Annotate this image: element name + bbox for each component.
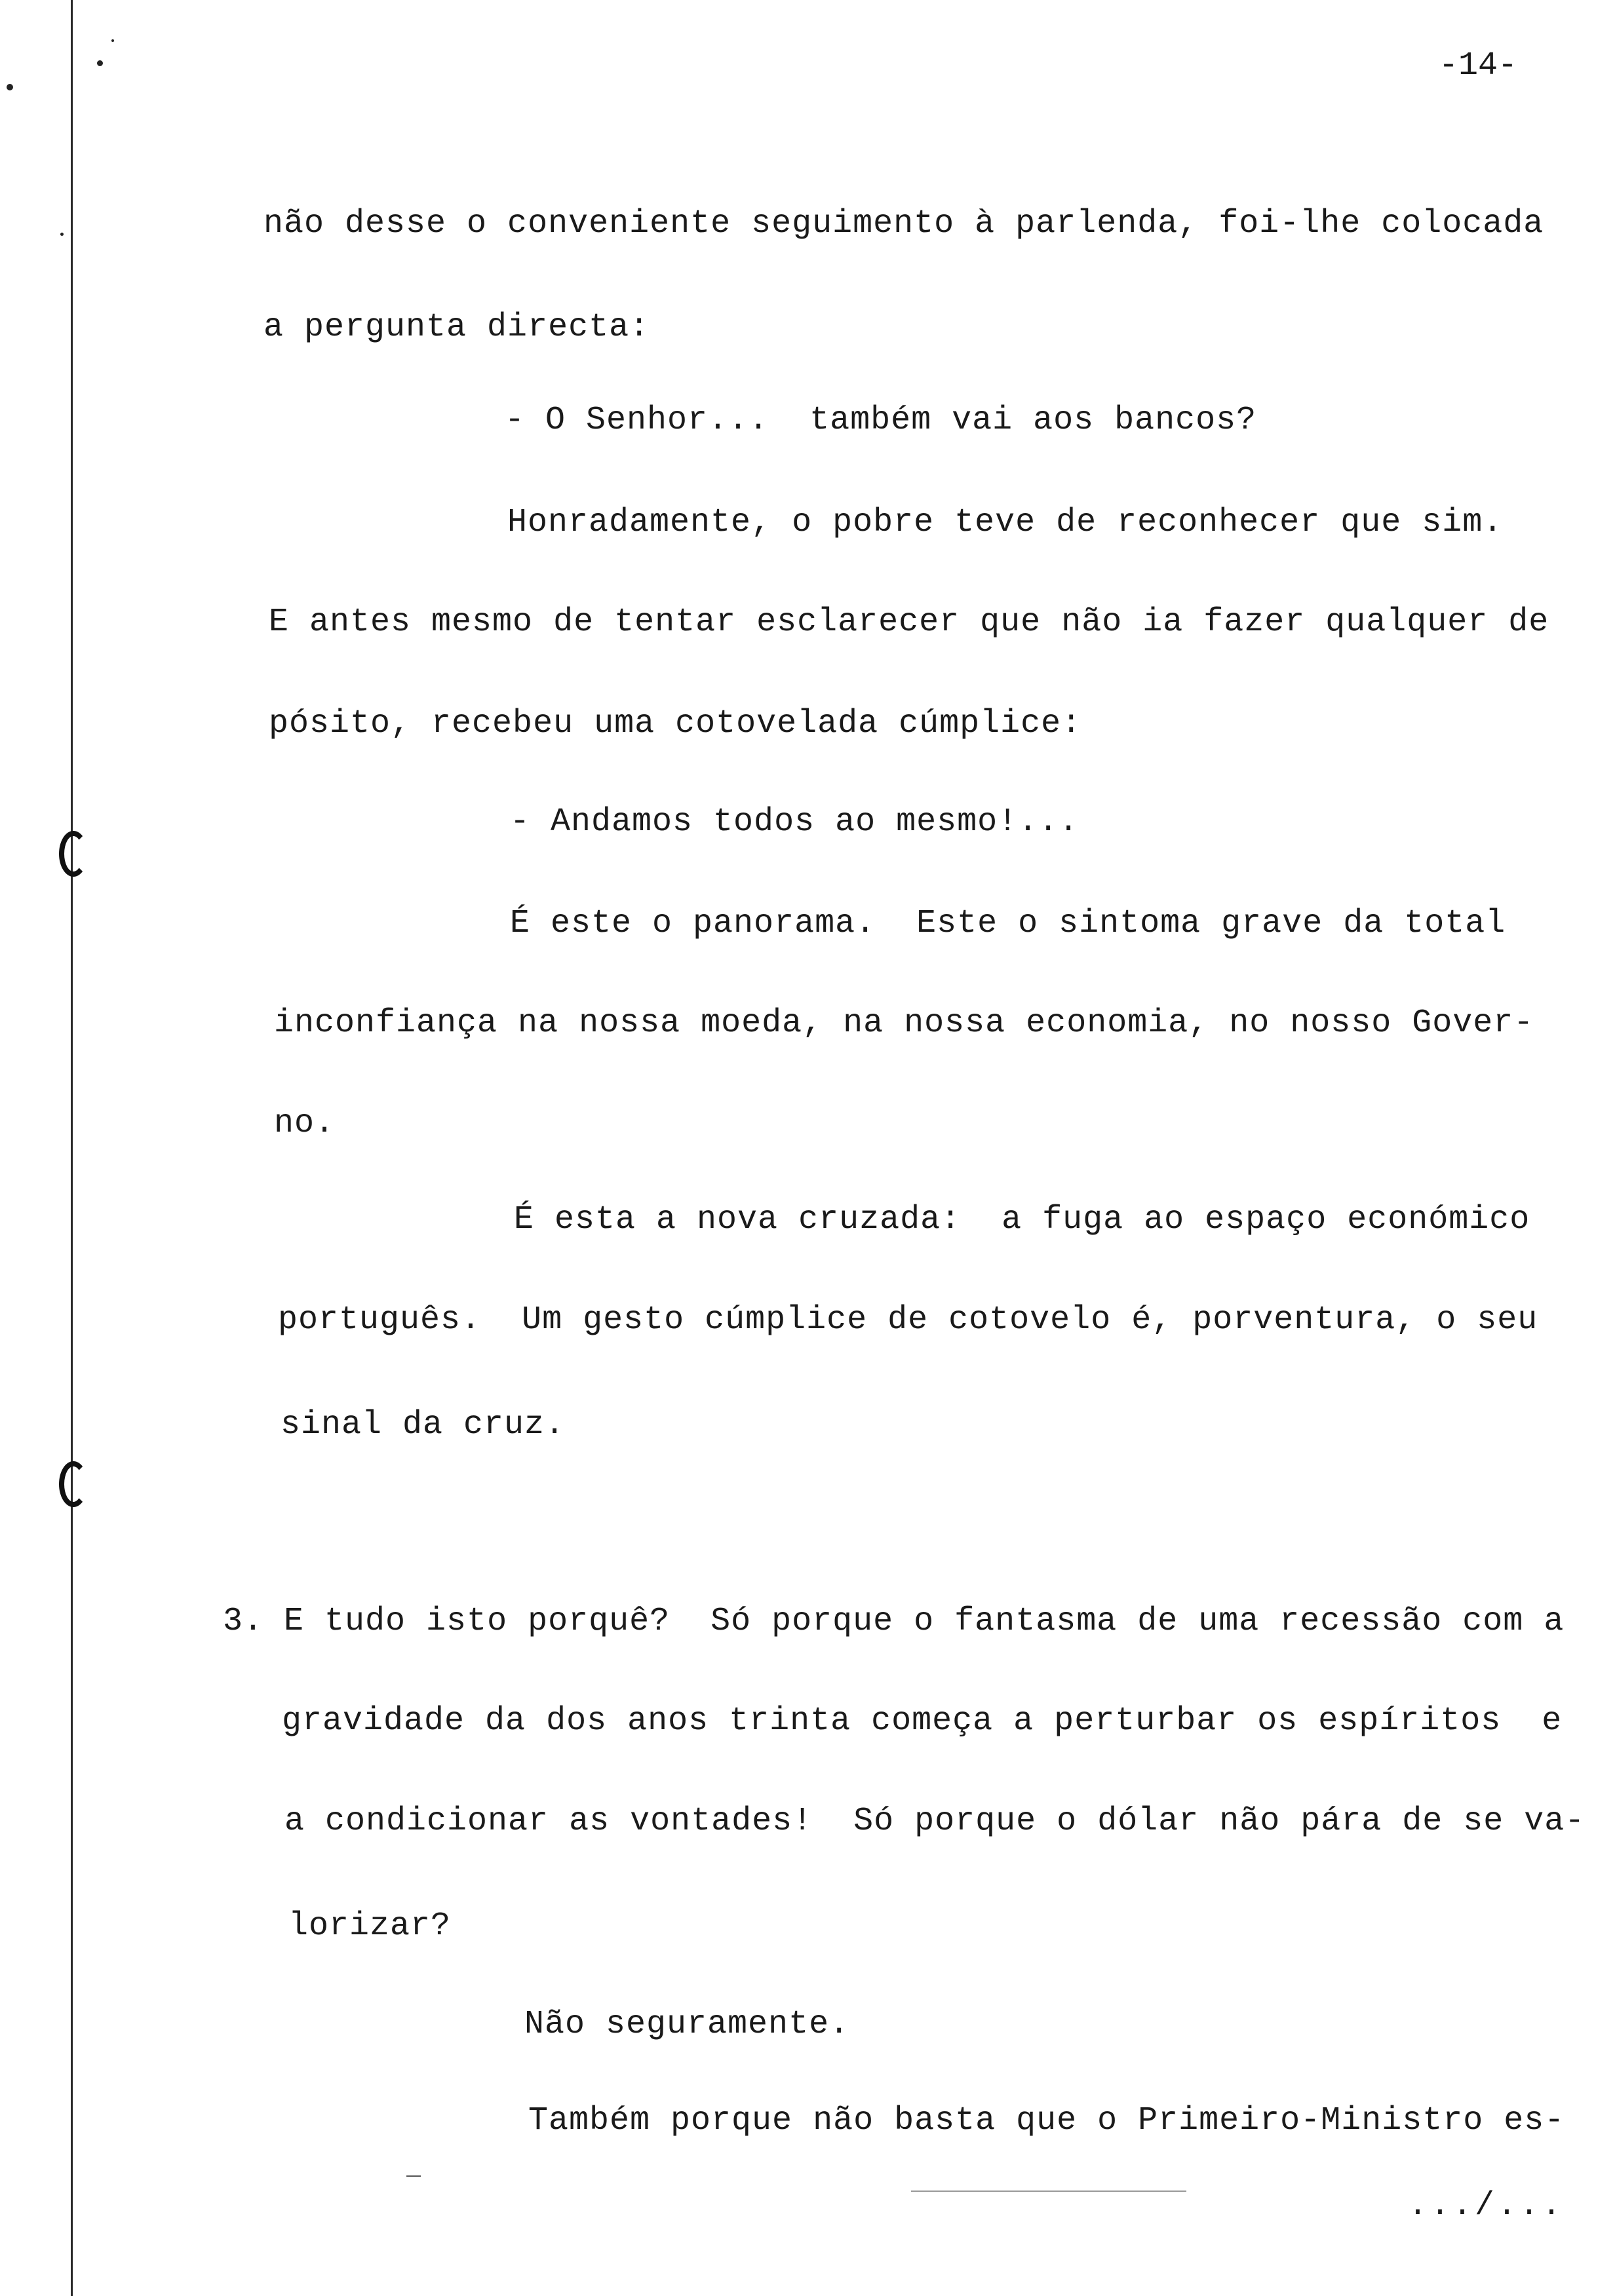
continuation-marker: .../...	[1408, 2187, 1565, 2225]
text-line: não desse o conveniente seguimento à parlenda, foi-lhe colocada	[263, 205, 1544, 242]
text-line: a pergunta directa:	[263, 309, 650, 346]
text-line: 3. E tudo isto porquê? Só porque o fantasma de uma recessão com a	[223, 1603, 1565, 1640]
faint-rule	[911, 2191, 1186, 2192]
text-line: - Andamos todos ao mesmo!...	[510, 803, 1080, 841]
left-margin-rule	[71, 0, 73, 2296]
stray-mark	[406, 2175, 421, 2177]
text-line: sinal da cruz.	[281, 1406, 566, 1444]
scan-speck	[111, 39, 114, 42]
text-line: Não seguramente.	[524, 2006, 850, 2043]
text-line: lorizar?	[288, 1907, 452, 1945]
text-line: Também porque não basta que o Primeiro-Ministro es-	[528, 2102, 1565, 2139]
text-line: É esta a nova cruzada: a fuga ao espaço económico	[514, 1201, 1530, 1238]
text-line: inconfiança na nossa moeda, na nossa economia, no nosso Gover-	[274, 1004, 1534, 1042]
scan-speck	[60, 233, 64, 236]
text-line: - O Senhor... também vai aos bancos?	[505, 402, 1257, 439]
binder-hole-lower	[59, 1461, 88, 1507]
text-line: E antes mesmo de tentar esclarecer que não ia fazer qualquer de	[269, 603, 1549, 641]
text-line: pósito, recebeu uma cotovelada cúmplice:	[269, 705, 1082, 742]
text-line: no.	[274, 1105, 336, 1142]
binder-hole-upper	[59, 831, 88, 877]
scan-speck	[97, 60, 103, 66]
scan-speck	[7, 84, 13, 90]
text-line: a condicionar as vontades! Só porque o dólar não pára de se va-	[284, 1803, 1586, 1840]
text-line: português. Um gesto cúmplice de cotovelo é, porventura, o seu	[278, 1301, 1538, 1339]
text-line: gravidade da dos anos trinta começa a perturbar os espíritos e	[282, 1702, 1563, 1740]
text-line: É este o panorama. Este o sintoma grave da total	[510, 905, 1506, 942]
text-line: Honradamente, o pobre teve de reconhecer que sim.	[507, 504, 1504, 541]
page-number: -14-	[1439, 47, 1518, 85]
